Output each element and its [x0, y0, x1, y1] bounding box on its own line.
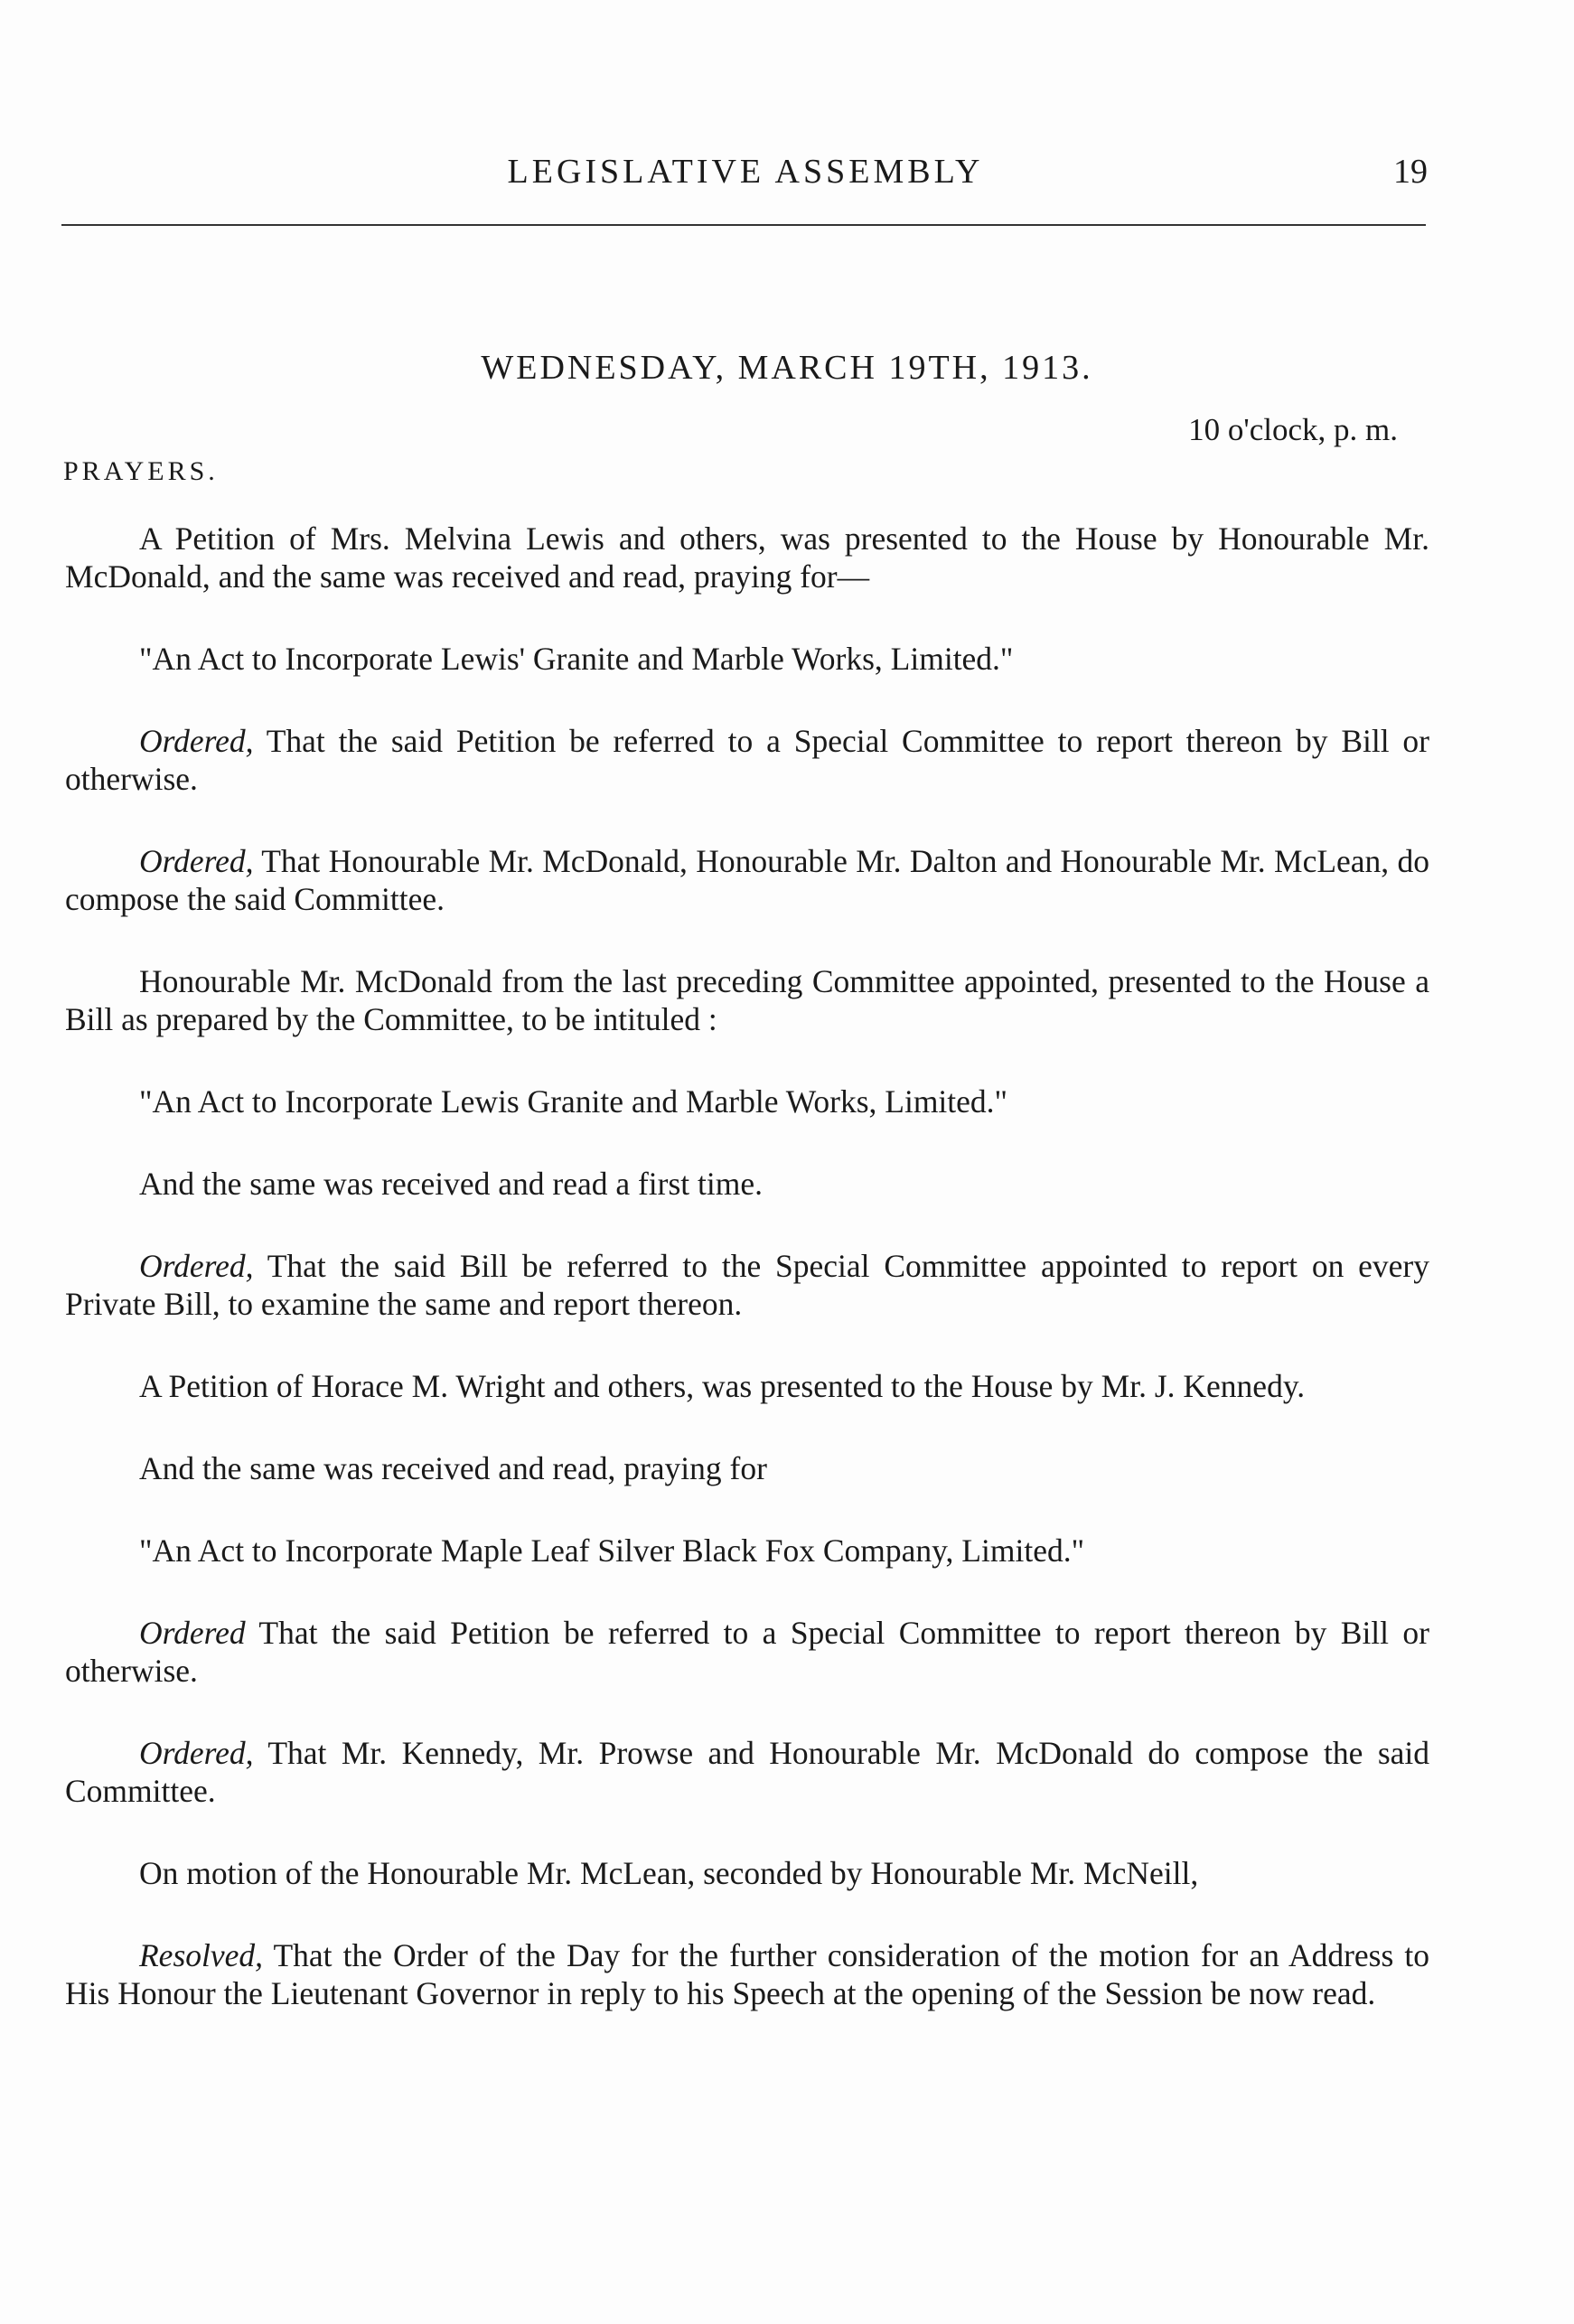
paragraph-lead: Ordered — [139, 1615, 246, 1651]
proceedings-body — [65, 520, 1429, 2057]
running-title: LEGISLATIVE ASSEMBLY — [507, 153, 984, 191]
running-header — [63, 152, 1428, 197]
paragraph-text: And the same was received and read, praying for — [139, 1450, 767, 1486]
paragraph — [65, 520, 1429, 595]
paragraph-text: "An Act to Incorporate Lewis' Granite and Marble Works, Limited." — [139, 641, 1014, 677]
paragraph-text: Honourable Mr. McDonald from the last preceding Committee appointed, presented to the House a Bill as prepared by the Committee, to be intituled : — [65, 963, 1429, 1037]
act-title-quote — [65, 640, 1429, 678]
paragraph — [65, 1165, 1429, 1203]
paragraph-text: A Petition of Mrs. Melvina Lewis and others, was presented to the House by Honourable Mr. McDonald, and the same was received and read, praying for— — [65, 520, 1429, 595]
paragraph-text: That the Order of the Day for the further consideration of the motion for an Address to His Honour the Lieutenant Governor in reply to his Speech at the opening of the Session be now read. — [65, 1937, 1429, 2011]
session-date: WEDNESDAY, MARCH 19TH, 1913. — [481, 349, 1093, 387]
paragraph — [65, 962, 1429, 1038]
session-time: 10 o'clock, p. m. — [1188, 412, 1398, 447]
paragraph — [65, 722, 1429, 798]
paragraph-lead: Resolved, — [139, 1937, 264, 1973]
paragraph-lead: Ordered, — [139, 1248, 254, 1284]
paragraph-text: That the said Petition be referred to a Special Committee to report thereon by Bill or otherwise. — [65, 723, 1429, 797]
paragraph — [65, 842, 1429, 918]
paragraph — [65, 1854, 1429, 1892]
paragraph-text: On motion of the Honourable Mr. McLean, seconded by Honourable Mr. McNeill, — [139, 1855, 1199, 1891]
paragraph-lead: Ordered, — [139, 1735, 254, 1771]
paragraph-lead: Ordered, — [139, 843, 254, 879]
act-title-quote — [65, 1082, 1429, 1120]
paragraph-text: That Mr. Kennedy, Mr. Prowse and Honourable Mr. McDonald do compose the said Committee. — [65, 1735, 1429, 1809]
paragraph-text: That Honourable Mr. McDonald, Honourable Mr. Dalton and Honourable Mr. McLean, do compose the said Committee. — [65, 843, 1429, 917]
header-rule — [61, 224, 1426, 226]
paragraph — [65, 1614, 1429, 1690]
page-number: 19 — [1393, 153, 1428, 191]
paragraph-text: "An Act to Incorporate Maple Leaf Silver Black Fox Company, Limited." — [139, 1532, 1085, 1569]
paragraph-lead: Ordered, — [139, 723, 254, 759]
paragraph-text: And the same was received and read a first time. — [139, 1166, 763, 1202]
paragraph — [65, 1367, 1429, 1405]
paragraph — [65, 1936, 1429, 2012]
prayers-heading: PRAYERS. — [63, 456, 219, 486]
paragraph-text: That the said Petition be referred to a Special Committee to report thereon by Bill or otherwise. — [65, 1615, 1429, 1689]
act-title-quote — [65, 1532, 1429, 1570]
paragraph — [65, 1734, 1429, 1810]
paragraph-text: A Petition of Horace M. Wright and others, was presented to the House by Mr. J. Kennedy. — [139, 1368, 1306, 1404]
paragraph — [65, 1247, 1429, 1323]
paragraph — [65, 1449, 1429, 1487]
paragraph-text: That the said Bill be referred to the Special Committee appointed to report on every Private Bill, to examine the same and report thereon. — [65, 1248, 1429, 1322]
paragraph-text: "An Act to Incorporate Lewis Granite and Marble Works, Limited." — [139, 1083, 1008, 1120]
